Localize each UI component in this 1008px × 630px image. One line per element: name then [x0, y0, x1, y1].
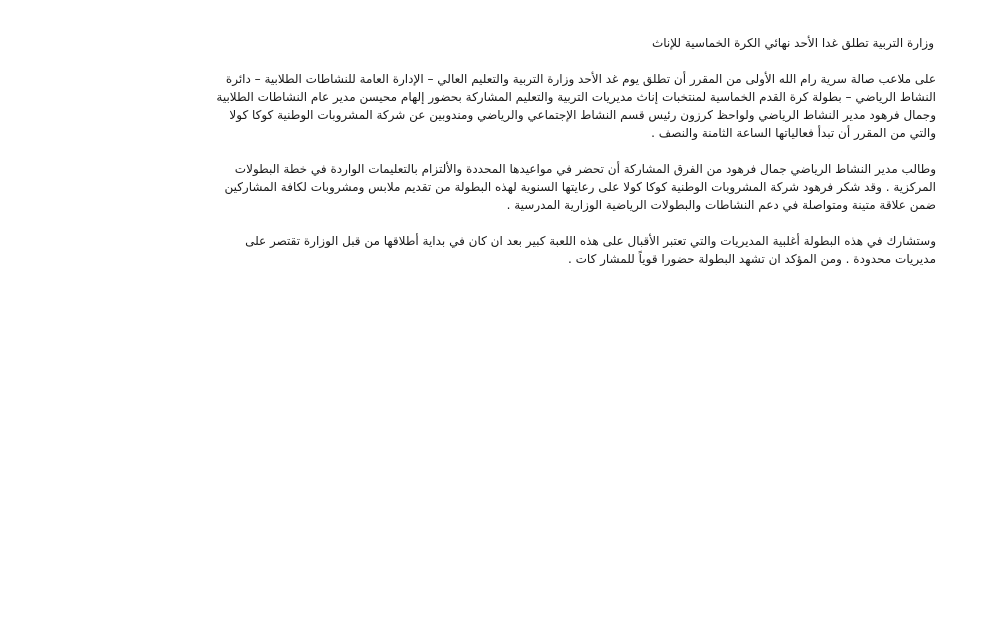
paragraph-3: وستشارك في هذه البطولة أغلبية المديريات والتي تعتبر الأقبال على هذه اللعبة كبير بعد ان كان في بداية أطلاقها من قبل الوزارة تقتصر على مديريات محدودة . ومن المؤكد ان تشهد البطولة حضورا قوياً للمشار كات .	[245, 234, 936, 266]
paragraph-2: وطالب مدير النشاط الرياضي جمال فرهود من الفرق المشاركة أن تحضر في مواعيدها المحددة والألتزام بالتعليمات الواردة في خطة البطولات المركزية . وقد شكر فرهود شركة المشروبات الوطنية كوكا كولا على رعايتها السنوية لهذه البطولة من تقديم ملابس ومشروبات لكافة المشاركين ضمن علاقة متينة ومتواصلة في دعم النشاطات والبطولات الرياضية الوزارية المدرسية .	[224, 162, 936, 212]
document-body	[212, 34, 936, 286]
article-title: وزارة التربية تطلق غدا الأحد نهائي الكرة الخماسية للإناث	[651, 36, 934, 50]
paragraph-1: على ملاعب صالة سرية رام الله الأولى من المقرر أن تطلق يوم غد الأحد وزارة التربية والتعليم العالي – الإدارة العامة للنشاطات الطلابية – دائرة النشاط الرياضي – بطولة كرة القدم الخماسية لمنتخبات إناث مديريات التربية والتعليم المشاركة بحضور إلهام محيسن مدير عام النشاطات الطلابية وجمال فرهود مدير النشاط الرياضي ولواحظ كرزون رئيس قسم النشاط الإجتماعي والرياضي ومندوبين عن شركة المشروبات الوطنية كوكا كولا والتي من المقرر أن تبدأ فعالياتها الساعة الثامنة والنصف .	[216, 72, 936, 140]
